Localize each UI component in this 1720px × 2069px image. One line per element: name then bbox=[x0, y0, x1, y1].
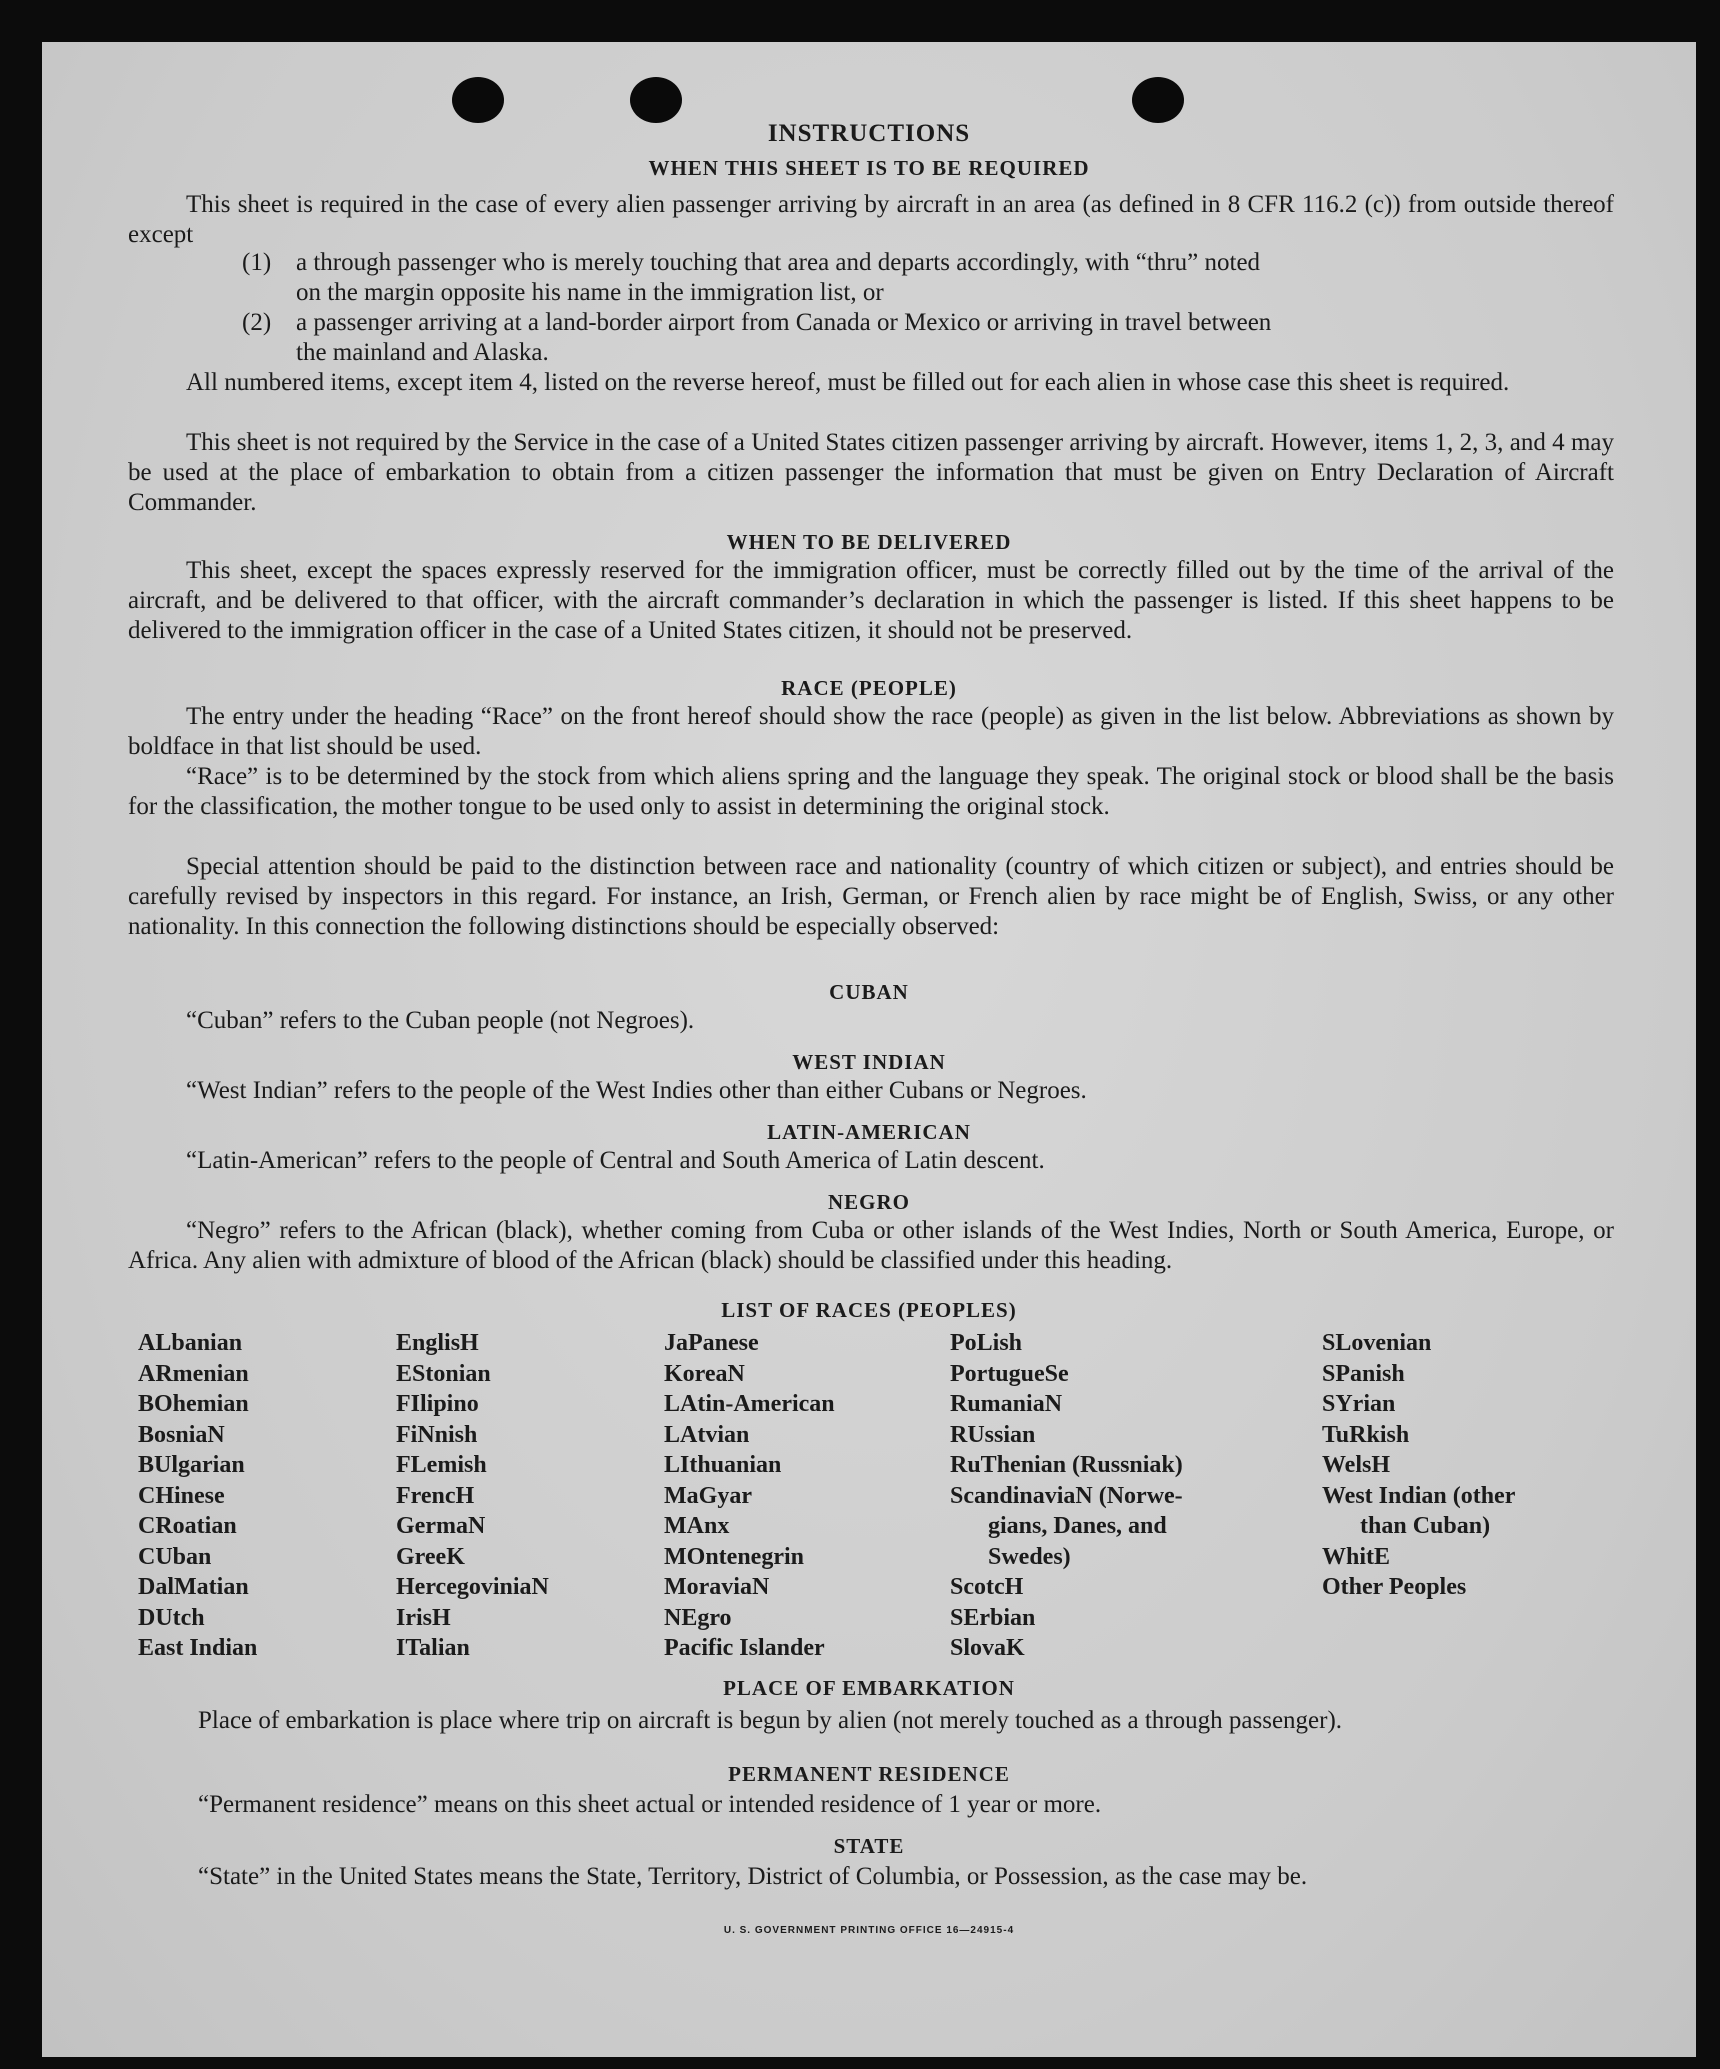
paragraph-race-nationality: Special attention should be paid to the distinction between race and nationality (country of which citizen or subject), and entries should be carefully revised by inspectors in this regard. For instance, an Irish, German, or French alien by race might be of English, Swiss, or any other nationality. In this connection the following distinctions should be especially observed: bbox=[128, 853, 1614, 940]
race-item: FIlipino bbox=[396, 1391, 479, 1417]
race-item: ALbanian bbox=[138, 1330, 243, 1356]
heading-permanent-residence: PERMANENT RESIDENCE bbox=[728, 1762, 1010, 1786]
exception-item-1 bbox=[242, 248, 1622, 308]
race-item: NEgro bbox=[664, 1604, 732, 1631]
heading-list-of-races: LIST OF RACES (PEOPLES) bbox=[721, 1298, 1017, 1322]
race-item: CUban bbox=[138, 1543, 212, 1570]
race-item: LIthuanian bbox=[664, 1452, 782, 1478]
race-item: EnglisH bbox=[396, 1330, 479, 1356]
heading-race: RACE (PEOPLE) bbox=[781, 676, 957, 700]
heading-cuban: CUBAN bbox=[829, 980, 909, 1004]
exception-item-2 bbox=[242, 308, 1622, 368]
race-item: SPanish bbox=[1322, 1360, 1405, 1387]
race-item: Other Peoples bbox=[1322, 1574, 1467, 1600]
paragraph-delivered: This sheet, except the spaces expressly reserved for the immigration officer, must be correctly filled out by the time of the arrival of the aircraft, and be delivered to that officer, with the aircraft commander’s declaration in which the passenger is listed. If this sheet happens to be delivered to the immigration officer in the case of a United States citizen, it should not be preserved. bbox=[128, 557, 1614, 644]
races-column-1 bbox=[138, 1328, 257, 1664]
heading-latin-american: LATIN-AMERICAN bbox=[767, 1120, 971, 1144]
race-item: RuThenian (Russniak) bbox=[950, 1452, 1183, 1478]
race-item: BosniaN bbox=[138, 1421, 225, 1448]
heading-when-delivered: WHEN TO BE DELIVERED bbox=[726, 530, 1012, 554]
punch-hole-left bbox=[452, 77, 504, 123]
paragraph-citizen: This sheet is not required by the Service in the case of a United States citizen passenger arriving by aircraft. However, items 1, 2, 3, and 4 may be used at the place of embarkation to obtain from a citizen passenger the information that must be given on Entry Declaration of Aircraft Commander. bbox=[128, 429, 1614, 516]
race-item-continued: gians, Danes, and bbox=[988, 1513, 1167, 1539]
exception-number: (1) bbox=[242, 249, 272, 276]
race-item: East Indian bbox=[138, 1635, 258, 1661]
race-item: KoreaN bbox=[664, 1360, 745, 1387]
race-item: CHinese bbox=[138, 1482, 225, 1509]
races-column-2 bbox=[396, 1328, 549, 1664]
race-item: RUssian bbox=[950, 1421, 1036, 1448]
exception-number: (2) bbox=[242, 309, 272, 336]
race-item: MOntenegrin bbox=[664, 1543, 804, 1570]
race-item: ARmenian bbox=[138, 1360, 249, 1387]
race-item: EStonian bbox=[396, 1360, 491, 1387]
race-item: Pacific Islander bbox=[664, 1635, 825, 1661]
race-item: BUlgarian bbox=[138, 1452, 245, 1478]
paragraph-numbered-items: All numbered items, except item 4, listed on the reverse hereof, must be filled out for each alien in whose case this sheet is required. bbox=[186, 369, 1510, 396]
race-item: CRoatian bbox=[138, 1513, 237, 1539]
race-item: SlovaK bbox=[950, 1635, 1025, 1661]
paragraph-cuban: “Cuban” refers to the Cuban people (not Negroes). bbox=[186, 1007, 695, 1034]
race-item: West Indian (other bbox=[1322, 1482, 1516, 1509]
exception-text-line1: a passenger arriving at a land-border airport from Canada or Mexico or arriving in travel between bbox=[296, 309, 1272, 336]
race-item: HercegoviniaN bbox=[396, 1574, 549, 1600]
race-item: MoraviaN bbox=[664, 1574, 770, 1600]
race-item: FrencH bbox=[396, 1482, 475, 1509]
paragraph-race-entry: The entry under the heading “Race” on the front hereof should show the race (people) as given in the list below. Abbreviations as shown by boldface in that list should be used. bbox=[128, 703, 1614, 760]
race-item: PortugueSe bbox=[950, 1360, 1069, 1387]
races-column-3 bbox=[664, 1328, 835, 1664]
paragraph-permanent-residence: “Permanent residence” means on this sheet actual or intended residence of 1 year or more. bbox=[198, 1791, 1102, 1818]
document-sheet bbox=[42, 42, 1696, 2057]
race-item: TuRkish bbox=[1322, 1421, 1410, 1448]
race-item: LAtin-American bbox=[664, 1391, 835, 1417]
race-item: PoLish bbox=[950, 1330, 1023, 1356]
heading-negro: NEGRO bbox=[827, 1190, 910, 1214]
race-item: BOhemian bbox=[138, 1391, 249, 1417]
race-item: DalMatian bbox=[138, 1574, 249, 1600]
race-item: FiNnish bbox=[396, 1421, 478, 1448]
races-column-5 bbox=[1322, 1328, 1515, 1603]
race-item: ITalian bbox=[396, 1635, 470, 1661]
exception-text-line2: on the margin opposite his name in the immigration list, or bbox=[296, 279, 884, 306]
race-item: GermaN bbox=[396, 1513, 486, 1539]
race-item: JaPanese bbox=[664, 1330, 759, 1356]
race-item: ScotcH bbox=[950, 1574, 1024, 1600]
race-item-continued: than Cuban) bbox=[1360, 1513, 1491, 1539]
race-item: SLovenian bbox=[1322, 1330, 1432, 1356]
race-item: MAnx bbox=[664, 1513, 730, 1539]
page-title: INSTRUCTIONS bbox=[767, 120, 971, 147]
heading-when-required: WHEN THIS SHEET IS TO BE REQUIRED bbox=[648, 156, 1090, 180]
paragraph-west-indian: “West Indian” refers to the people of the West Indies other than either Cubans or Negroes. bbox=[186, 1077, 1087, 1104]
race-item: SYrian bbox=[1322, 1391, 1396, 1417]
printing-office-footer: U. S. GOVERNMENT PRINTING OFFICE 16—24915-4 bbox=[723, 1925, 1015, 1936]
race-item-continued: Swedes) bbox=[988, 1543, 1071, 1570]
punch-hole-center bbox=[630, 77, 682, 123]
race-item: WhitE bbox=[1322, 1543, 1391, 1570]
race-item: SErbian bbox=[950, 1604, 1036, 1631]
races-column-4 bbox=[950, 1328, 1183, 1664]
race-item: LAtvian bbox=[664, 1421, 750, 1448]
heading-west-indian: WEST INDIAN bbox=[792, 1050, 946, 1074]
paragraph-place-of-embarkation: Place of embarkation is place where trip on aircraft is begun by alien (not merely touched as a through passenger). bbox=[198, 1707, 1343, 1734]
race-item: FLemish bbox=[396, 1452, 487, 1478]
race-item: GreeK bbox=[396, 1543, 465, 1570]
race-item: ScandinaviaN (Norwe- bbox=[950, 1482, 1183, 1509]
race-item: WelsH bbox=[1322, 1452, 1391, 1478]
race-item: IrisH bbox=[396, 1604, 451, 1631]
race-item: RumaniaN bbox=[950, 1391, 1063, 1417]
exception-text-line1: a through passenger who is merely touching that area and departs accordingly, with “thru” noted bbox=[296, 249, 1261, 276]
paragraph-state: “State” in the United States means the State, Territory, District of Columbia, or Possession, as the case may be. bbox=[198, 1863, 1308, 1890]
race-item: DUtch bbox=[138, 1604, 205, 1631]
paragraph-negro: “Negro” refers to the African (black), whether coming from Cuba or other islands of the West Indies, North or South America, Europe, or Africa. Any alien with admixture of blood of the African (black) should be classified under this heading. bbox=[128, 1217, 1614, 1274]
race-item: MaGyar bbox=[664, 1482, 752, 1509]
paragraph-latin-american: “Latin-American” refers to the people of Central and South America of Latin descent. bbox=[186, 1147, 1045, 1174]
punch-hole-right bbox=[1132, 77, 1184, 123]
heading-state: STATE bbox=[833, 1834, 905, 1858]
heading-place-of-embarkation: PLACE OF EMBARKATION bbox=[723, 1676, 1015, 1700]
paragraph-race-stock: “Race” is to be determined by the stock from which aliens spring and the language they speak. The original stock or blood shall be the basis for the classification, the mother tongue to be used only to assist in determining the original stock. bbox=[128, 763, 1614, 820]
paragraph-required: This sheet is required in the case of every alien passenger arriving by aircraft in an area (as defined in 8 CFR 116.2 (c)) from outside thereof except bbox=[128, 191, 1614, 248]
exception-text-line2: the mainland and Alaska. bbox=[296, 339, 549, 366]
